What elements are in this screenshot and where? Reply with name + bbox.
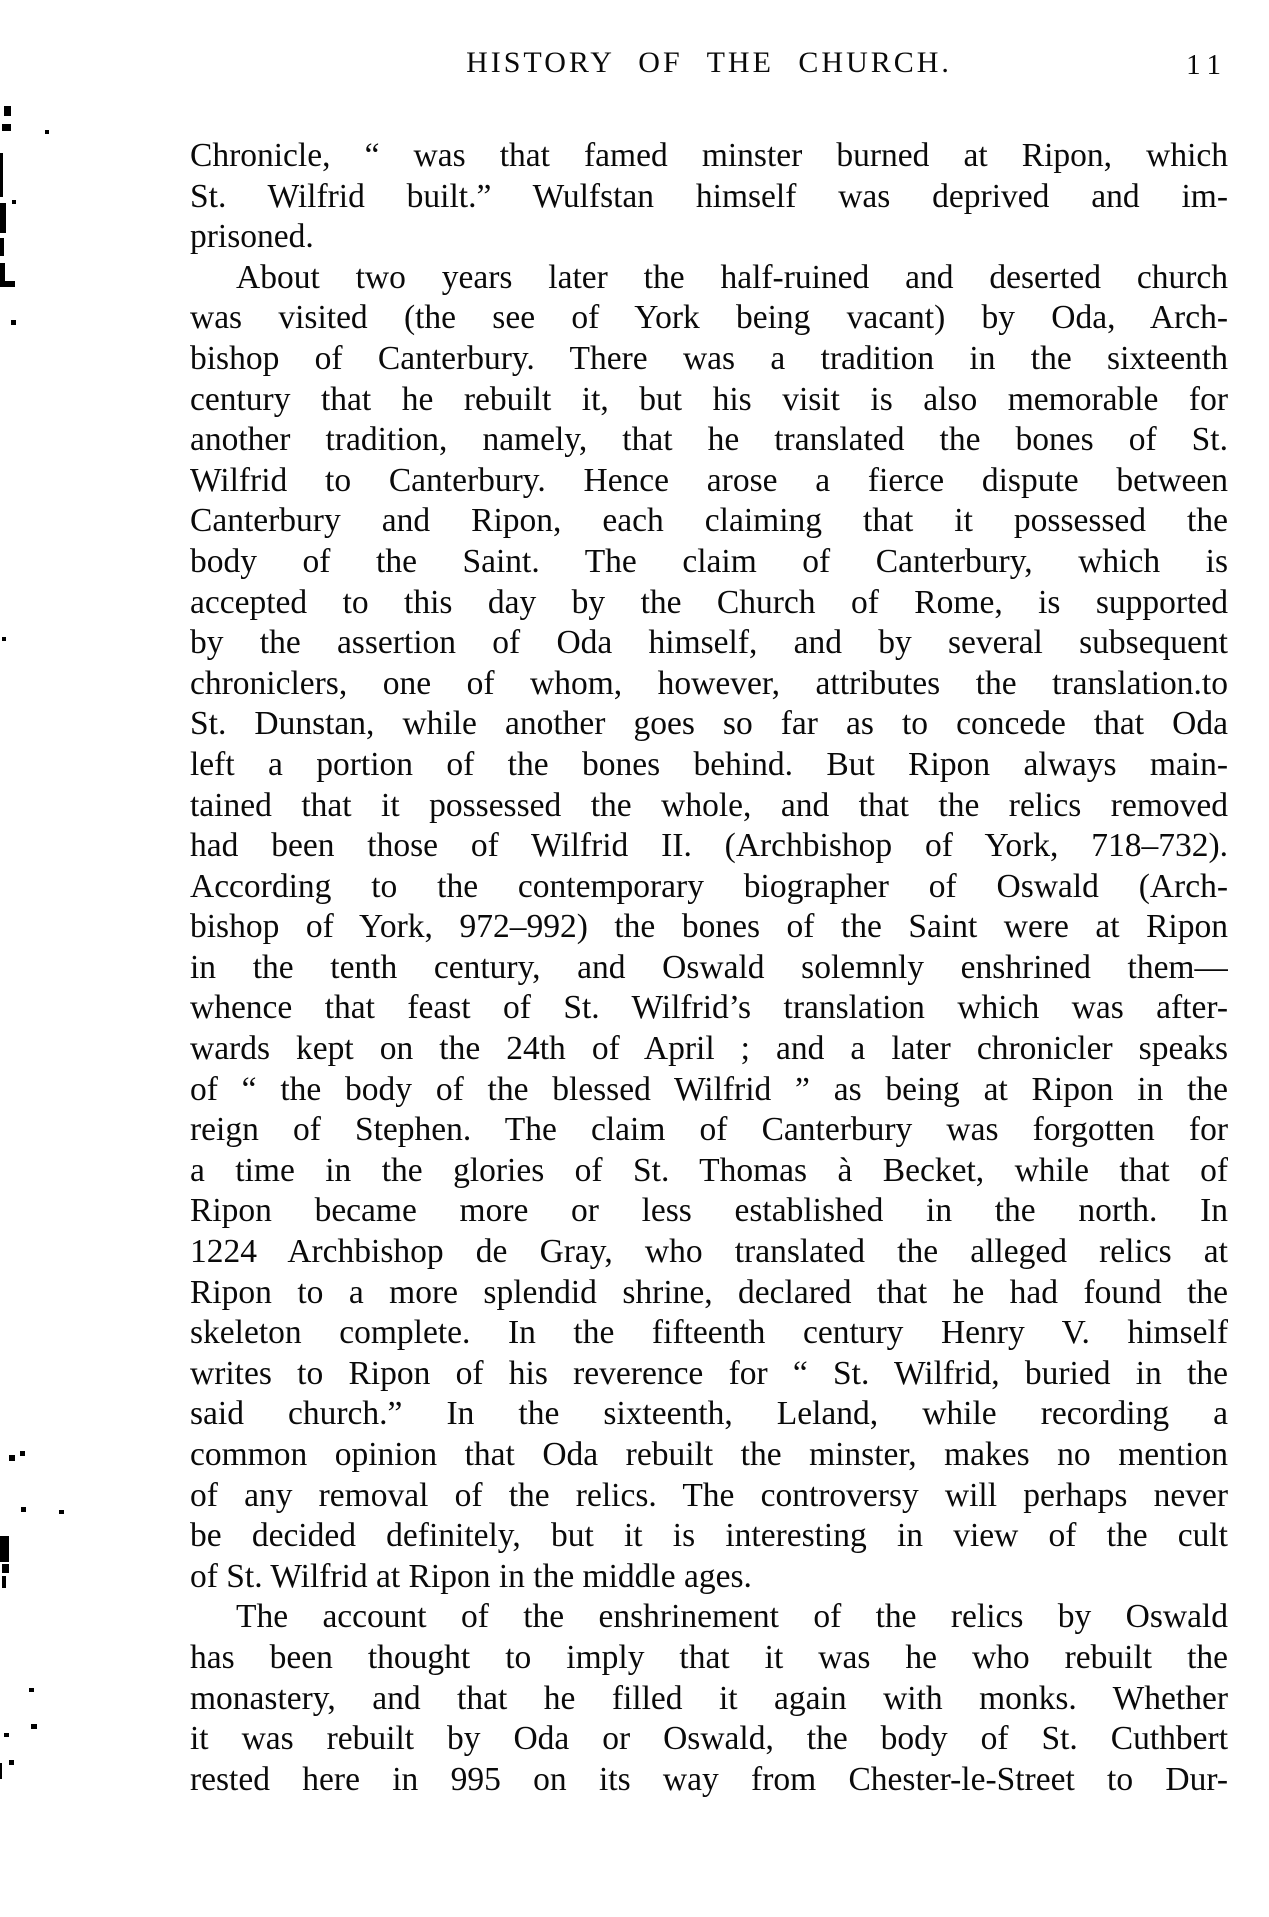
ink-speck-artifact (11, 320, 16, 325)
ink-speck-artifact (20, 1451, 25, 1456)
ink-speck-artifact (29, 1688, 34, 1692)
ink-speck-artifact (0, 238, 4, 256)
ink-speck-artifact (0, 203, 6, 233)
paragraph (190, 258, 1228, 1598)
text-line: bishop of York, 972–992) the bones of the Saint were at Ripon (190, 908, 1228, 946)
text-line: reign of Stephen. The claim of Canterbury was forgotten for (190, 1111, 1228, 1149)
ink-speck-artifact (0, 1536, 9, 1562)
ink-speck-artifact (59, 1510, 64, 1514)
ink-speck-artifact (2, 1564, 9, 1573)
ink-speck-artifact (0, 1763, 2, 1779)
text-line: wards kept on the 24th of April ; and a later chronicler speaks (190, 1030, 1228, 1068)
running-header (190, 46, 1228, 82)
page-number: 11 (1186, 49, 1228, 81)
text-line: common opinion that Oda rebuilt the minster, makes no mention (190, 1436, 1228, 1473)
text-line: Wilfrid to Canterbury. Hence arose a fierce dispute between (190, 461, 1228, 499)
ink-speck-artifact (4, 106, 11, 116)
ink-speck-artifact (31, 1724, 37, 1729)
ink-speck-artifact (2, 1576, 6, 1588)
text-column (190, 136, 1228, 1800)
text-line: by the assertion of Oda himself, and by several subsequent (190, 624, 1228, 662)
ink-speck-artifact (12, 200, 16, 204)
ink-speck-artifact (2, 637, 6, 641)
text-line: writes to Ripon of his reverence for “ St. Wilfrid, buried in the (190, 1354, 1228, 1392)
text-line: chroniclers, one of whom, however, attributes the translation.to (190, 664, 1228, 702)
text-line: of “ the body of the blessed Wilfrid ” as being at Ripon in the (190, 1070, 1228, 1108)
text-line: About two years later the half-ruined and deserted church (236, 258, 1228, 296)
ink-speck-artifact (9, 1760, 14, 1765)
paragraph (190, 1597, 1228, 1800)
ink-speck-artifact (9, 1455, 15, 1461)
text-line: it was rebuilt by Oda or Oswald, the body of St. Cuthbert (190, 1720, 1228, 1758)
ink-speck-artifact (0, 153, 3, 197)
page-title: HISTORY OF THE CHURCH. (466, 46, 952, 79)
text-line: a time in the glories of St. Thomas à Becket, while that of (190, 1151, 1228, 1189)
text-line: St. Wilfrid built.” Wulfstan himself was deprived and im- (190, 177, 1228, 215)
text-line: 1224 Archbishop de Gray, who translated the alleged relics at (190, 1233, 1228, 1271)
text-line: bishop of Canterbury. There was a tradition in the sixteenth (190, 339, 1228, 377)
text-line: of St. Wilfrid at Ripon in the middle ages. (190, 1557, 752, 1595)
text-line: has been thought to imply that it was he who rebuilt the (190, 1638, 1228, 1676)
text-line: whence that feast of St. Wilfrid’s translation which was after- (190, 989, 1228, 1027)
ink-speck-artifact (45, 130, 49, 134)
text-line: body of the Saint. The claim of Canterbury, which is (190, 542, 1228, 580)
text-line: skeleton complete. In the fifteenth century Henry V. himself (190, 1314, 1228, 1352)
text-line: tained that it possessed the whole, and that the relics removed (190, 786, 1228, 824)
text-line: had been those of Wilfrid II. (Archbishop of York, 718–732). (190, 827, 1228, 865)
text-line: Ripon became more or less established in the north. In (190, 1192, 1228, 1230)
text-line: said church.” In the sixteenth, Leland, while recording a (190, 1395, 1228, 1433)
text-line: Ripon to a more splendid shrine, declared that he had found the (190, 1273, 1228, 1311)
text-line: St. Dunstan, while another goes so far as to concede that Oda (190, 705, 1228, 743)
text-line: prisoned. (190, 218, 314, 256)
text-line: monastery, and that he filled it again with monks. Whether (190, 1679, 1228, 1717)
text-line: another tradition, namely, that he translated the bones of St. (190, 421, 1228, 459)
text-line: Canterbury and Ripon, each claiming that it possessed the (190, 502, 1228, 540)
text-line: of any removal of the relics. The controversy will perhaps never (190, 1476, 1228, 1514)
text-line: According to the contemporary biographer of Oswald (Arch- (190, 867, 1228, 905)
text-line: was visited (the see of York being vacant) by Oda, Arch- (190, 299, 1228, 337)
text-line: rested here in 995 on its way from Chester-le-Street to Dur- (190, 1760, 1228, 1798)
paragraph (190, 136, 1228, 258)
ink-speck-artifact (2, 124, 11, 131)
text-line: be decided definitely, but it is interesting in view of the cult (190, 1517, 1228, 1555)
ink-speck-artifact (21, 1507, 26, 1512)
ink-speck-artifact (0, 281, 15, 287)
text-line: left a portion of the bones behind. But Ripon always main- (190, 745, 1228, 783)
text-line: accepted to this day by the Church of Rome, is supported (190, 583, 1228, 621)
text-line: Chronicle, “ was that famed minster burned at Ripon, which (190, 137, 1228, 174)
text-line: century that he rebuilt it, but his visit is also memorable for (190, 380, 1228, 418)
ink-speck-artifact (4, 1733, 9, 1737)
text-line: in the tenth century, and Oswald solemnly enshrined them— (190, 948, 1228, 986)
text-line: The account of the enshrinement of the relics by Oswald (236, 1598, 1228, 1636)
